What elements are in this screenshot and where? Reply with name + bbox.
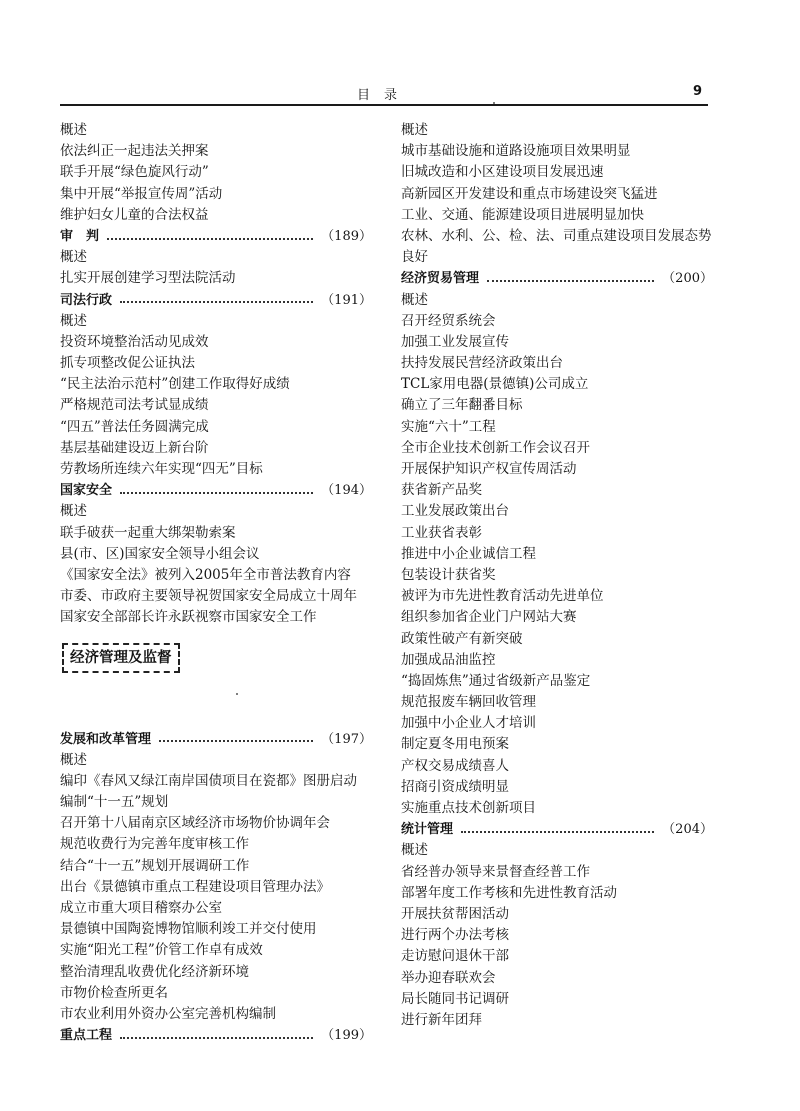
toc-entry: 工业发展政策出台 xyxy=(401,503,509,520)
toc-entry: 加强中小企业人才培训 xyxy=(401,715,536,732)
major-section-wrapper xyxy=(60,629,372,691)
toc-entry: TCL家用电器(景德镇)公司成立 xyxy=(401,376,589,393)
toc-entry: 举办迎春联欢会 xyxy=(401,969,496,986)
toc-entry: 工业获省表彰 xyxy=(401,524,482,541)
toc-entry: 扶持发展民营经济政策出台 xyxy=(401,355,563,372)
toc-entry: 产权交易成绩喜人 xyxy=(401,757,509,774)
toc-entry: 走访慰问退休干部 xyxy=(401,948,509,965)
toc-entry: 包装设计获省奖 xyxy=(401,566,496,583)
dot-leader xyxy=(107,238,313,240)
page-number: 9 xyxy=(692,84,702,99)
dot-leader xyxy=(120,301,313,303)
toc-entry: 进行两个办法考核 xyxy=(401,927,509,944)
toc-entry: 严格规范司法考试显成绩 xyxy=(60,397,209,414)
toc-entry: 召开第十八届南京区域经济市场物价协调年会 xyxy=(60,815,330,832)
heading-label: 审 判 xyxy=(60,228,100,244)
toc-entry: 确立了三年翻番目标 xyxy=(401,397,523,414)
heading-label: 司法行政 xyxy=(60,292,113,308)
toc-section-heading xyxy=(60,226,372,247)
toc-entry: 抓专项整改促公证执法 xyxy=(60,355,195,372)
toc-entry: 概述 xyxy=(401,122,428,138)
print-speck xyxy=(493,102,495,104)
toc-entry: 整治清理乱收费优化经济新环境 xyxy=(60,963,249,980)
toc-entry: 被评为市先进性教育活动先进单位 xyxy=(401,588,604,605)
page-header xyxy=(60,84,708,106)
toc-entry: 维护妇女儿童的合法权益 xyxy=(60,206,209,223)
toc-entry: 局长随同书记调研 xyxy=(401,990,509,1007)
heading-page-number: （200） xyxy=(662,271,713,287)
toc-entry: 概述 xyxy=(60,122,87,138)
section-spacer xyxy=(60,691,372,729)
toc-entry: 概述 xyxy=(60,751,87,768)
heading-label: 发展和改革管理 xyxy=(60,731,152,747)
toc-entry: 政策性破产有新突破 xyxy=(401,630,523,647)
toc-entry: 结合“十一五”规划开展调研工作 xyxy=(60,857,250,874)
dot-leader xyxy=(120,1037,313,1039)
toc-entry: 实施“阳光工程”价管工作卓有成效 xyxy=(60,942,263,959)
toc-entry: 高新园区开发建设和重点市场建设突飞猛进 xyxy=(401,185,658,202)
toc-entry: 城市基础设施和道路设施项目效果明显 xyxy=(401,143,631,160)
print-speck xyxy=(236,693,238,695)
toc-entry: 国家安全部部长许永跃视察市国家安全工作 xyxy=(60,609,317,626)
toc-entry: 概述 xyxy=(60,249,87,266)
toc-entry: “四五”普法任务圆满完成 xyxy=(60,418,209,435)
heading-label: 统计管理 xyxy=(401,822,454,838)
toc-right-column xyxy=(401,120,713,1031)
toc-entry: 开展扶贫帮困活动 xyxy=(401,905,509,922)
toc-entry: 规范收费行为完善年度审核工作 xyxy=(60,836,249,853)
heading-label: 重点工程 xyxy=(60,1028,113,1044)
toc-entry: 实施重点技术创新项目 xyxy=(401,800,536,817)
heading-page-number: （204） xyxy=(662,822,713,838)
heading-page-number: （199） xyxy=(321,1028,372,1044)
toc-entry: 加强成品油监控 xyxy=(401,651,496,668)
major-section-title: 经济管理及监督 xyxy=(62,643,180,673)
toc-entry: 加强工业发展宣传 xyxy=(401,333,509,350)
toc-entry: 招商引资成绩明显 xyxy=(401,778,509,795)
toc-section-heading xyxy=(60,290,372,311)
toc-entry: 集中开展“举报宣传周”活动 xyxy=(60,185,223,202)
toc-entry: 部署年度工作考核和先进性教育活动 xyxy=(401,884,617,901)
header-title: 目录 xyxy=(356,88,411,103)
toc-entry: 概述 xyxy=(401,842,428,859)
toc-entry: 成立市重大项目稽察办公室 xyxy=(60,900,222,916)
toc-entry: 概述 xyxy=(60,312,87,329)
toc-entry: 召开经贸系统会 xyxy=(401,312,496,329)
dot-leader xyxy=(159,740,313,742)
toc-entry: “捣固炼焦”通过省级新产品鉴定 xyxy=(401,672,591,689)
heading-label: 经济贸易管理 xyxy=(401,271,480,287)
toc-entry: 实施“六十”工程 xyxy=(401,418,496,435)
toc-entry: 农林、水利、公、检、法、司重点建设项目发展态势良好 xyxy=(401,227,712,266)
toc-entry: 出台《景德镇市重点工程建设项目管理办法》 xyxy=(60,878,330,895)
toc-entry: 规范报废车辆回收管理 xyxy=(401,694,536,711)
dot-leader xyxy=(120,492,313,494)
dot-leader xyxy=(487,280,654,282)
dot-leader xyxy=(461,831,654,833)
toc-entry: 推进中小企业诚信工程 xyxy=(401,545,536,562)
toc-entry: 获省新产品奖 xyxy=(401,482,482,499)
toc-left-column xyxy=(60,120,372,1046)
toc-entry: 编印《春风又绿江南岸国债项目在瓷都》图册启动 xyxy=(60,772,357,789)
toc-entry: “民主法治示范村”创建工作取得好成绩 xyxy=(60,376,290,393)
heading-page-number: （197） xyxy=(321,731,372,747)
toc-entry: 制定夏冬用电预案 xyxy=(401,736,509,753)
toc-entry: 旧城改造和小区建设项目发展迅速 xyxy=(401,164,604,181)
toc-section-heading xyxy=(401,268,713,289)
toc-entry: 联手开展“绿色旋风行动” xyxy=(60,164,209,181)
toc-entry: 《国家安全法》被列入2005年全市普法教育内容 xyxy=(60,566,351,583)
heading-page-number: （189） xyxy=(321,228,372,244)
toc-section-heading xyxy=(60,729,372,750)
toc-entry: 市委、市政府主要领导祝贺国家安全局成立十周年 xyxy=(60,588,357,605)
toc-entry: 概述 xyxy=(401,291,428,308)
heading-label: 国家安全 xyxy=(60,483,113,499)
toc-entry: 基层基础建设迈上新台阶 xyxy=(60,439,209,456)
toc-entry: 劳教场所连续六年实现“四无”目标 xyxy=(60,461,263,477)
toc-section-heading xyxy=(60,480,372,501)
toc-entry: 市物价检查所更名 xyxy=(60,984,168,1001)
toc-entry: 景德镇中国陶瓷博物馆顺利竣工并交付使用 xyxy=(60,921,317,938)
toc-section-heading xyxy=(60,1025,372,1046)
toc-entry: 联手破获一起重大绑架勒索案 xyxy=(60,524,236,541)
toc-entry: 市农业利用外资办公室完善机构编制 xyxy=(60,1005,276,1022)
toc-entry: 县(市、区)国家安全领导小组会议 xyxy=(60,545,260,562)
heading-page-number: （191） xyxy=(321,292,372,308)
toc-entry: 全市企业技术创新工作会议召开 xyxy=(401,439,590,456)
toc-entry: 开展保护知识产权宣传周活动 xyxy=(401,461,577,478)
toc-section-heading xyxy=(401,819,713,840)
toc-entry: 投资环境整治活动见成效 xyxy=(60,333,209,350)
toc-entry: 组织参加省企业门户网站大赛 xyxy=(401,609,577,626)
toc-entry: 省经普办领导来景督查经普工作 xyxy=(401,863,590,880)
toc-entry: 工业、交通、能源建设项目进展明显加快 xyxy=(401,206,644,223)
toc-entry: 依法纠正一起违法关押案 xyxy=(60,143,209,160)
toc-entry: 进行新年团拜 xyxy=(401,1011,482,1028)
toc-entry: 扎实开展创建学习型法院活动 xyxy=(60,270,236,287)
toc-entry: 概述 xyxy=(60,503,87,520)
toc-entry: 编制“十一五”规划 xyxy=(60,794,169,811)
heading-page-number: （194） xyxy=(321,483,372,499)
